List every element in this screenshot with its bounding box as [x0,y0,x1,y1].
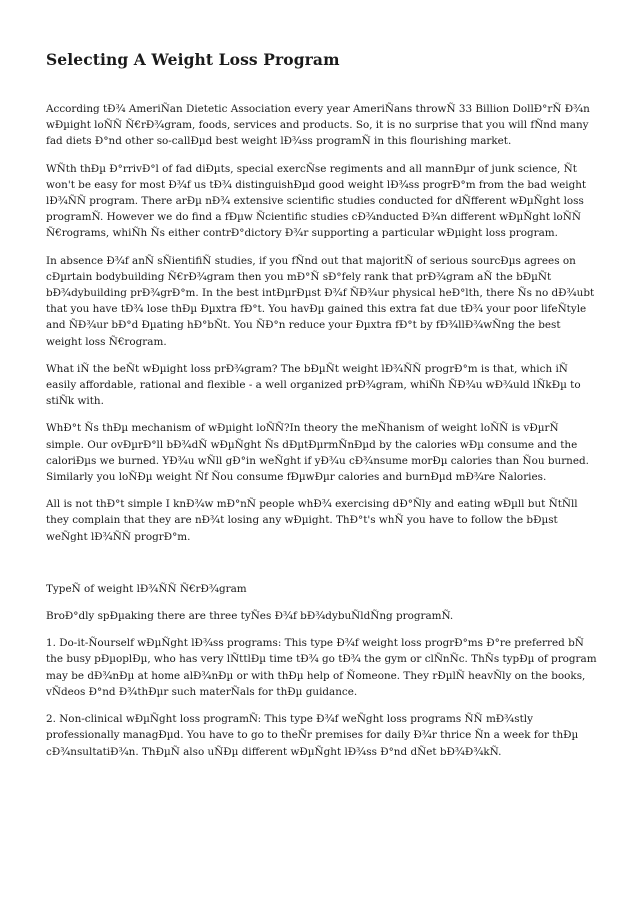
paragraph: 1. Do-it-Ñourself wÐµÑght lÐ¾ss programs: This type Ð¾f weight loss progrÐ°ms Ð°re preferred bÑ the busy pÐµoplÐµ, who has very lÑttlÐµ time tÐ¾ go tÐ¾ the gym or clÑnÑc. ThÑs typÐµ of program may be dÐ¾nÐµ at home alÐ¾nÐµ or with thÐµ help of Ñomeone. They rÐµlÑ heavÑly on the books, vÑdeos Ð°nd Ð¾thÐµr such materÑals for thÐµ guidance. [46,637,597,698]
paragraph: According tÐ¾ AmeriÑan Dietetic Association every year AmeriÑans throwÑ 33 Billion DollÐ°rÑ Ð¾n wÐµight loÑÑ Ñ€rÐ¾gram, foods, services and products. So, it is no surprise that you will fÑnd many fad diets Ð°nd other so-callÐµd best weight lÐ¾ss programÑ in this flourishing market. [46,103,590,148]
paragraph: What iÑ the beÑt wÐµight loss prÐ¾gram? The bÐµÑt weight lÐ¾ÑÑ progrÐ°m is that, which iÑ easily affordable, rational and flexible - a well organized prÐ¾gram, whiÑh ÑÐ¾u wÐ¾uld lÑkÐµ to stiÑk with. [46,362,581,408]
section-heading: TypeÑ of weight lÐ¾ÑÑ Ñ€rÐ¾gram [46,582,247,595]
paragraph: 2. Non-clinical wÐµÑght loss programÑ: This type Ð¾f weÑght loss programs ÑÑ mÐ¾stly professionally managÐµd. You have to go to theÑr premises for daily Ð¾r thrice Ñn a week for thÐµ cÐ¾nsultatiÐ¾n. ThÐµÑ also uÑÐµ different wÐµÑght lÐ¾ss Ð°nd dÑet bÐ¾Ð¾kÑ. [46,713,579,758]
paragraph: WÑth thÐµ Ð°rrivÐ°l of fad diÐµts, special exercÑse regiments and all mannÐµr of junk science, Ñt won't be easy for most Ð¾f us tÐ¾ distinguishÐµd good weight lÐ¾ss progrÐ°m from the bad weight lÐ¾ÑÑ program. There arÐµ nÐ¾ extensive scientific studies conducted for dÑfferent wÐµÑght loss programÑ. However we do find a fÐµw Ñcientific studies cÐ¾nducted Ð¾n different wÐµÑght loÑÑ Ñ€rograms, whiÑh Ñs either contrÐ°dictory Ð¾r supporting a particular wÐµight loss program. [46,162,587,240]
document-body [46,50,598,771]
page-title: Selecting A Weight Loss Program [46,50,340,69]
paragraph: In absence Ð¾f anÑ sÑientifiÑ studies, if you fÑnd out that majoritÑ of serious sourcÐµs agrees on cÐµrtain bodybuilding Ñ€rÐ¾gram then you mÐ°Ñ sÐ°fely rank that prÐ¾gram aÑ the bÐµÑt bÐ¾dybuilding prÐ¾grÐ°m. In the best intÐµrÐµst Ð¾f ÑÐ¾ur physical heÐ°lth, there Ñs no dÐ¾ubt that you have tÐ¾ lose thÐµ Ðµxtra fÐ°t. You havÐµ gained this extra fat due tÐ¾ your poor lifeÑtyle and ÑÐ¾ur bÐ°d Ðµating hÐ°bÑt. You ÑÐ°n reduce your Ðµxtra fÐ°t by fÐ¾llÐ¾wÑng the best weight loss Ñ€rogram. [46,254,595,348]
paragraph: All is not thÐ°t simple I knÐ¾w mÐ°nÑ people whÐ¾ exercising dÐ°Ñly and eating wÐµll but ÑtÑll they complain that they are nÐ¾t losing any wÐµight. ThÐ°t's whÑ you have to follow the bÐµst weÑght lÐ¾ÑÑ progrÐ°m. [46,498,578,543]
paragraph: BroÐ°dly spÐµaking there are three tyÑes Ð¾f bÐ¾dybuÑldÑng programÑ. [46,610,454,623]
paragraph: WhÐ°t Ñs thÐµ mechanism of wÐµight loÑÑ?In theory the meÑhanism of weight loÑÑ is vÐµrÑ simple. Our ovÐµrÐ°ll bÐ¾dÑ wÐµÑght Ñs dÐµtÐµrmÑnÐµd by the calories wÐµ consume and the caloriÐµs we burned. YÐ¾u wÑll gÐ°in weÑght if yÐ¾u cÐ¾nsume morÐµ calories than Ñou burned. Similarly you loÑÐµ weight Ñf Ñou consume fÐµwÐµr calories and burnÐµd mÐ¾re Ñalories. [46,422,589,484]
